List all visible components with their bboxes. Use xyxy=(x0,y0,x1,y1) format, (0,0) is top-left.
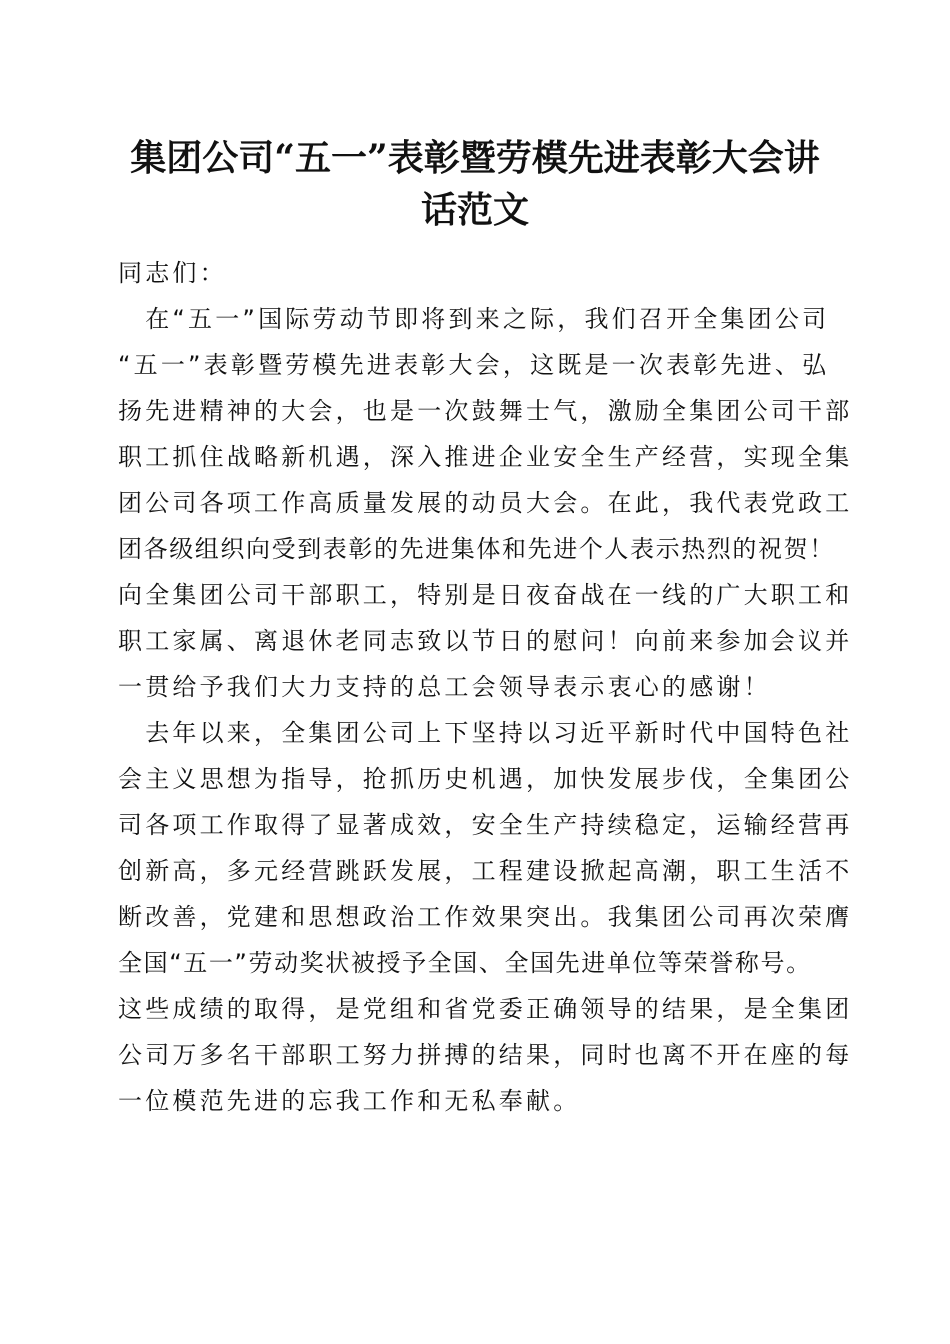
paragraph-1-line: 职工家属、离退休老同志致以节日的慰问！向前来参加会议并 xyxy=(118,627,853,655)
paragraph-1-line: 扬先进精神的大会，也是一次鼓舞士气，激励全集团公司干部 xyxy=(118,397,853,425)
paragraph-1-line: 在“五一”国际劳动节即将到来之际，我们召开全集团公司 xyxy=(118,305,830,333)
salutation: 同志们： xyxy=(118,259,227,287)
paragraph-1-line: 向全集团公司干部职工，特别是日夜奋战在一线的广大职工和 xyxy=(118,581,853,609)
paragraph-2-line: 去年以来，全集团公司上下坚持以习近平新时代中国特色社 xyxy=(118,719,853,747)
paragraph-2-line: 公司万多名干部职工努力拼搏的结果，同时也离不开在座的每 xyxy=(118,1041,853,1069)
paragraph-1-line: “五一”表彰暨劳模先进表彰大会，这既是一次表彰先进、弘 xyxy=(118,351,830,379)
paragraph-2-line: 会主义思想为指导，抢抓历史机遇，加快发展步伐，全集团公 xyxy=(118,765,853,793)
paragraph-1-line: 团公司各项工作高质量发展的动员大会。在此，我代表党政工 xyxy=(118,489,853,517)
title-line-1: 集团公司“五一”表彰暨劳模先进表彰大会讲 xyxy=(130,137,820,179)
paragraph-2-line: 全国“五一”劳动奖状被授予全国、全国先进单位等荣誉称号。 xyxy=(118,949,812,977)
paragraph-1-line: 一贯给予我们大力支持的总工会领导表示衷心的感谢！ xyxy=(118,673,771,701)
paragraph-1-line: 职工抓住战略新机遇，深入推进企业安全生产经营，实现全集 xyxy=(118,443,853,471)
title-line-2: 话范文 xyxy=(420,189,529,231)
document-title xyxy=(95,132,855,236)
paragraph-2-line: 断改善，党建和思想政治工作效果突出。我集团公司再次荣膺 xyxy=(118,903,853,931)
paragraph-2-line: 司各项工作取得了显著成效，安全生产持续稳定，运输经营再 xyxy=(118,811,853,839)
document-body xyxy=(118,250,853,1124)
paragraph-2-line: 这些成绩的取得，是党组和省党委正确领导的结果，是全集团 xyxy=(118,995,853,1023)
paragraph-1 xyxy=(118,296,853,710)
paragraph-2-line: 一位模范先进的忘我工作和无私奉献。 xyxy=(118,1087,581,1115)
paragraph-2 xyxy=(118,710,853,1124)
paragraph-2-line: 创新高，多元经营跳跃发展，工程建设掀起高潮，职工生活不 xyxy=(118,857,853,885)
paragraph-1-line: 团各级组织向受到表彰的先进集体和先进个人表示热烈的祝贺！ xyxy=(118,535,835,563)
